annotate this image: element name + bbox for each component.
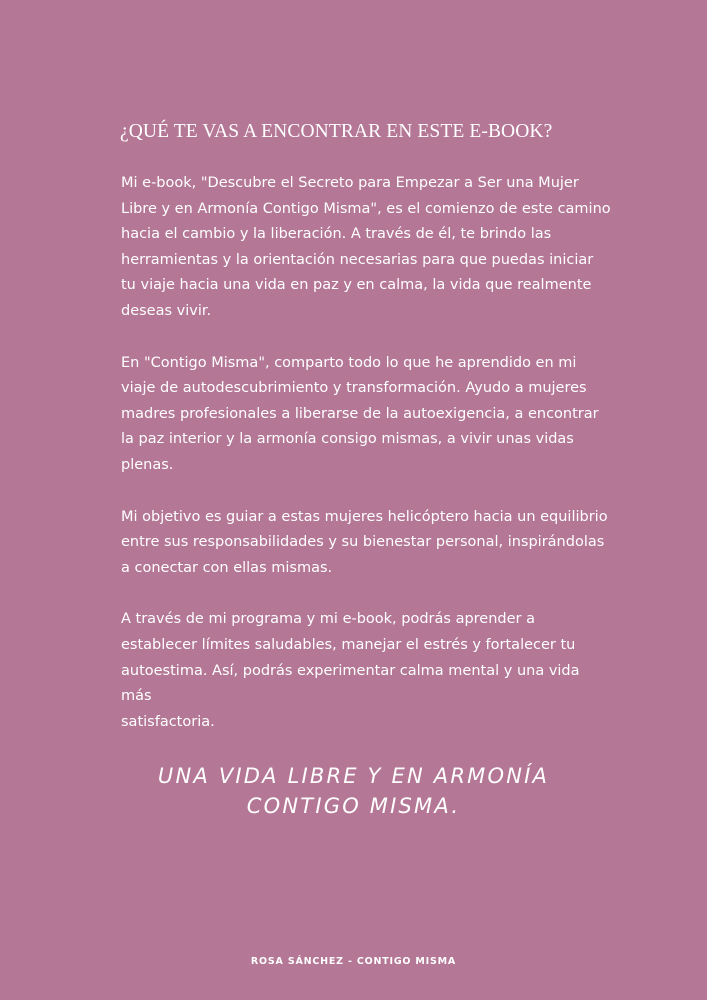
footer-author: ROSA SÁNCHEZ - CONTIGO MISMA	[250, 956, 457, 967]
paragraph-contigo-misma: En "Contigo Misma", comparto todo lo que he aprendido en mi viaje de autodescubrimiento y transformación. Ayudo a mujeres madres profesionales a liberarse de la autoexigencia, a encontrar la paz interior y la armonía consigo mismas, a vivir unas vidas plenas.	[121, 354, 599, 473]
tagline-line-2: CONTIGO MISMA.	[246, 794, 461, 818]
paragraph-objective: Mi objetivo es guiar a estas mujeres helicóptero hacia un equilibrio entre sus responsabilidades y su bienestar personal, inspirándolas a conectar con ellas mismas.	[121, 508, 608, 576]
body-text	[121, 171, 611, 761]
paragraph-ebook-intro: Mi e-book, "Descubre el Secreto para Empezar a Ser una Mujer Libre y en Armonía Contigo Misma", es el comienzo de este camino hacia el cambio y la liberación. A través de él, te brindo las herramientas y la orientación necesarias para que puedas iniciar tu viaje hacia una vida en paz y en calma, la vida que realmente deseas vivir.	[121, 175, 611, 319]
tagline	[0, 761, 707, 821]
page-heading: ¿QUÉ TE VAS A ENCONTRAR EN ESTE E-BOOK?	[120, 121, 553, 142]
tagline-line-1: UNA VIDA LIBRE Y EN ARMONÍA	[157, 764, 550, 788]
paragraph-program: A través de mi programa y mi e-book, podrás aprender a establecer límites saludables, manejar el estrés y fortalecer tu autoestima. Así, podrás experimentar calma mental y una vida más satisfactoria.	[121, 611, 580, 730]
